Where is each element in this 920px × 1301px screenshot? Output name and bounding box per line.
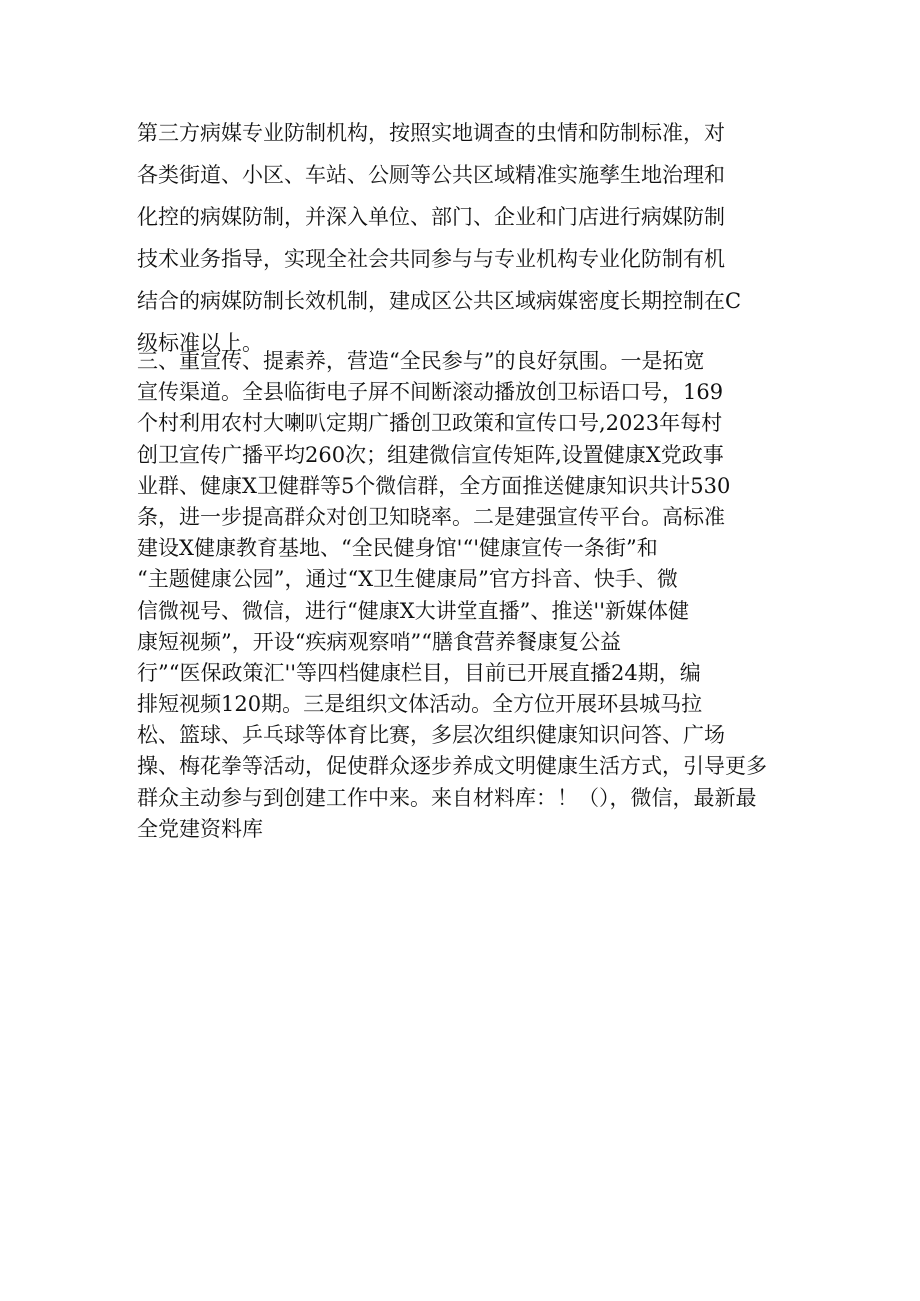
text-line: 三、重宣传、提素养，营造“全民参与”的良好氛围。一是拓宽 [137,349,705,373]
paragraph-publicity [137,346,797,845]
text-line: 全党建资料库 [137,816,263,841]
text-line: 第三方病媒专业防制机构，按照实地调查的虫情和防制标准，对 [137,121,725,145]
text-line: 业群、健康X卫健群等5个微信群，全方面推送健康知识共计530 [137,473,731,498]
text-line: 级标准以上。 [137,331,263,355]
text-line: 化控的病媒防制，并深入单位、部门、企业和门店进行病媒防制 [137,205,725,229]
text-line: 宣传渠道。全县临街电子屏不间断滚动播放创卫标语口号，169 [137,380,724,405]
text-line: 条，进一步提高群众对创卫知晓率。二是建强宣传平台。高标准 [137,504,725,529]
text-line: 结合的病媒防制长效机制，建成区公共区域病媒密度长期控制在C [137,289,742,313]
text-line: 建设X健康教育基地、“全民健身馆'“'健康宣传一条街”和 [137,536,658,561]
text-line: 松、篮球、乒乓球等体育比赛，多层次组织健康知识问答、广场 [137,723,725,748]
text-line: 信微视号、微信，进行“健康X大讲堂直播”、推送''新媒体健 [137,598,689,623]
text-line: 个村利用农村大喇叭定期广播创卫政策和宣传口号,2023年每村 [137,411,723,436]
text-line: 技术业务指导，实现全社会共同参与与专业机构专业化防制有机 [137,247,725,271]
text-line: 创卫宣传广播平均260次；组建微信宣传矩阵,设置健康X党政事 [137,442,724,467]
text-line: 群众主动参与到创建工作中来。来自材料库：！（），微信，最新最 [137,785,757,810]
paragraph-pest-control [137,112,797,364]
text-line: 康短视频”，开设“疾病观察哨”“膳食营养餐康复公益 [137,629,621,654]
text-line: “主题健康公园”，通过“X卫生健康局”官方抖音、快手、微 [137,567,678,592]
text-line: 行”“医保政策汇''等四档健康栏目，目前已开展直播24期，编 [137,660,701,685]
text-line: 各类街道、小区、车站、公厕等公共区域精准实施孳生地治理和 [137,163,725,187]
text-line: 排短视频120期。三是组织文体活动。全方位开展环县城马拉 [137,692,703,717]
text-line: 操、梅花拳等活动，促使群众逐步养成文明健康生活方式，引导更多 [137,754,767,779]
